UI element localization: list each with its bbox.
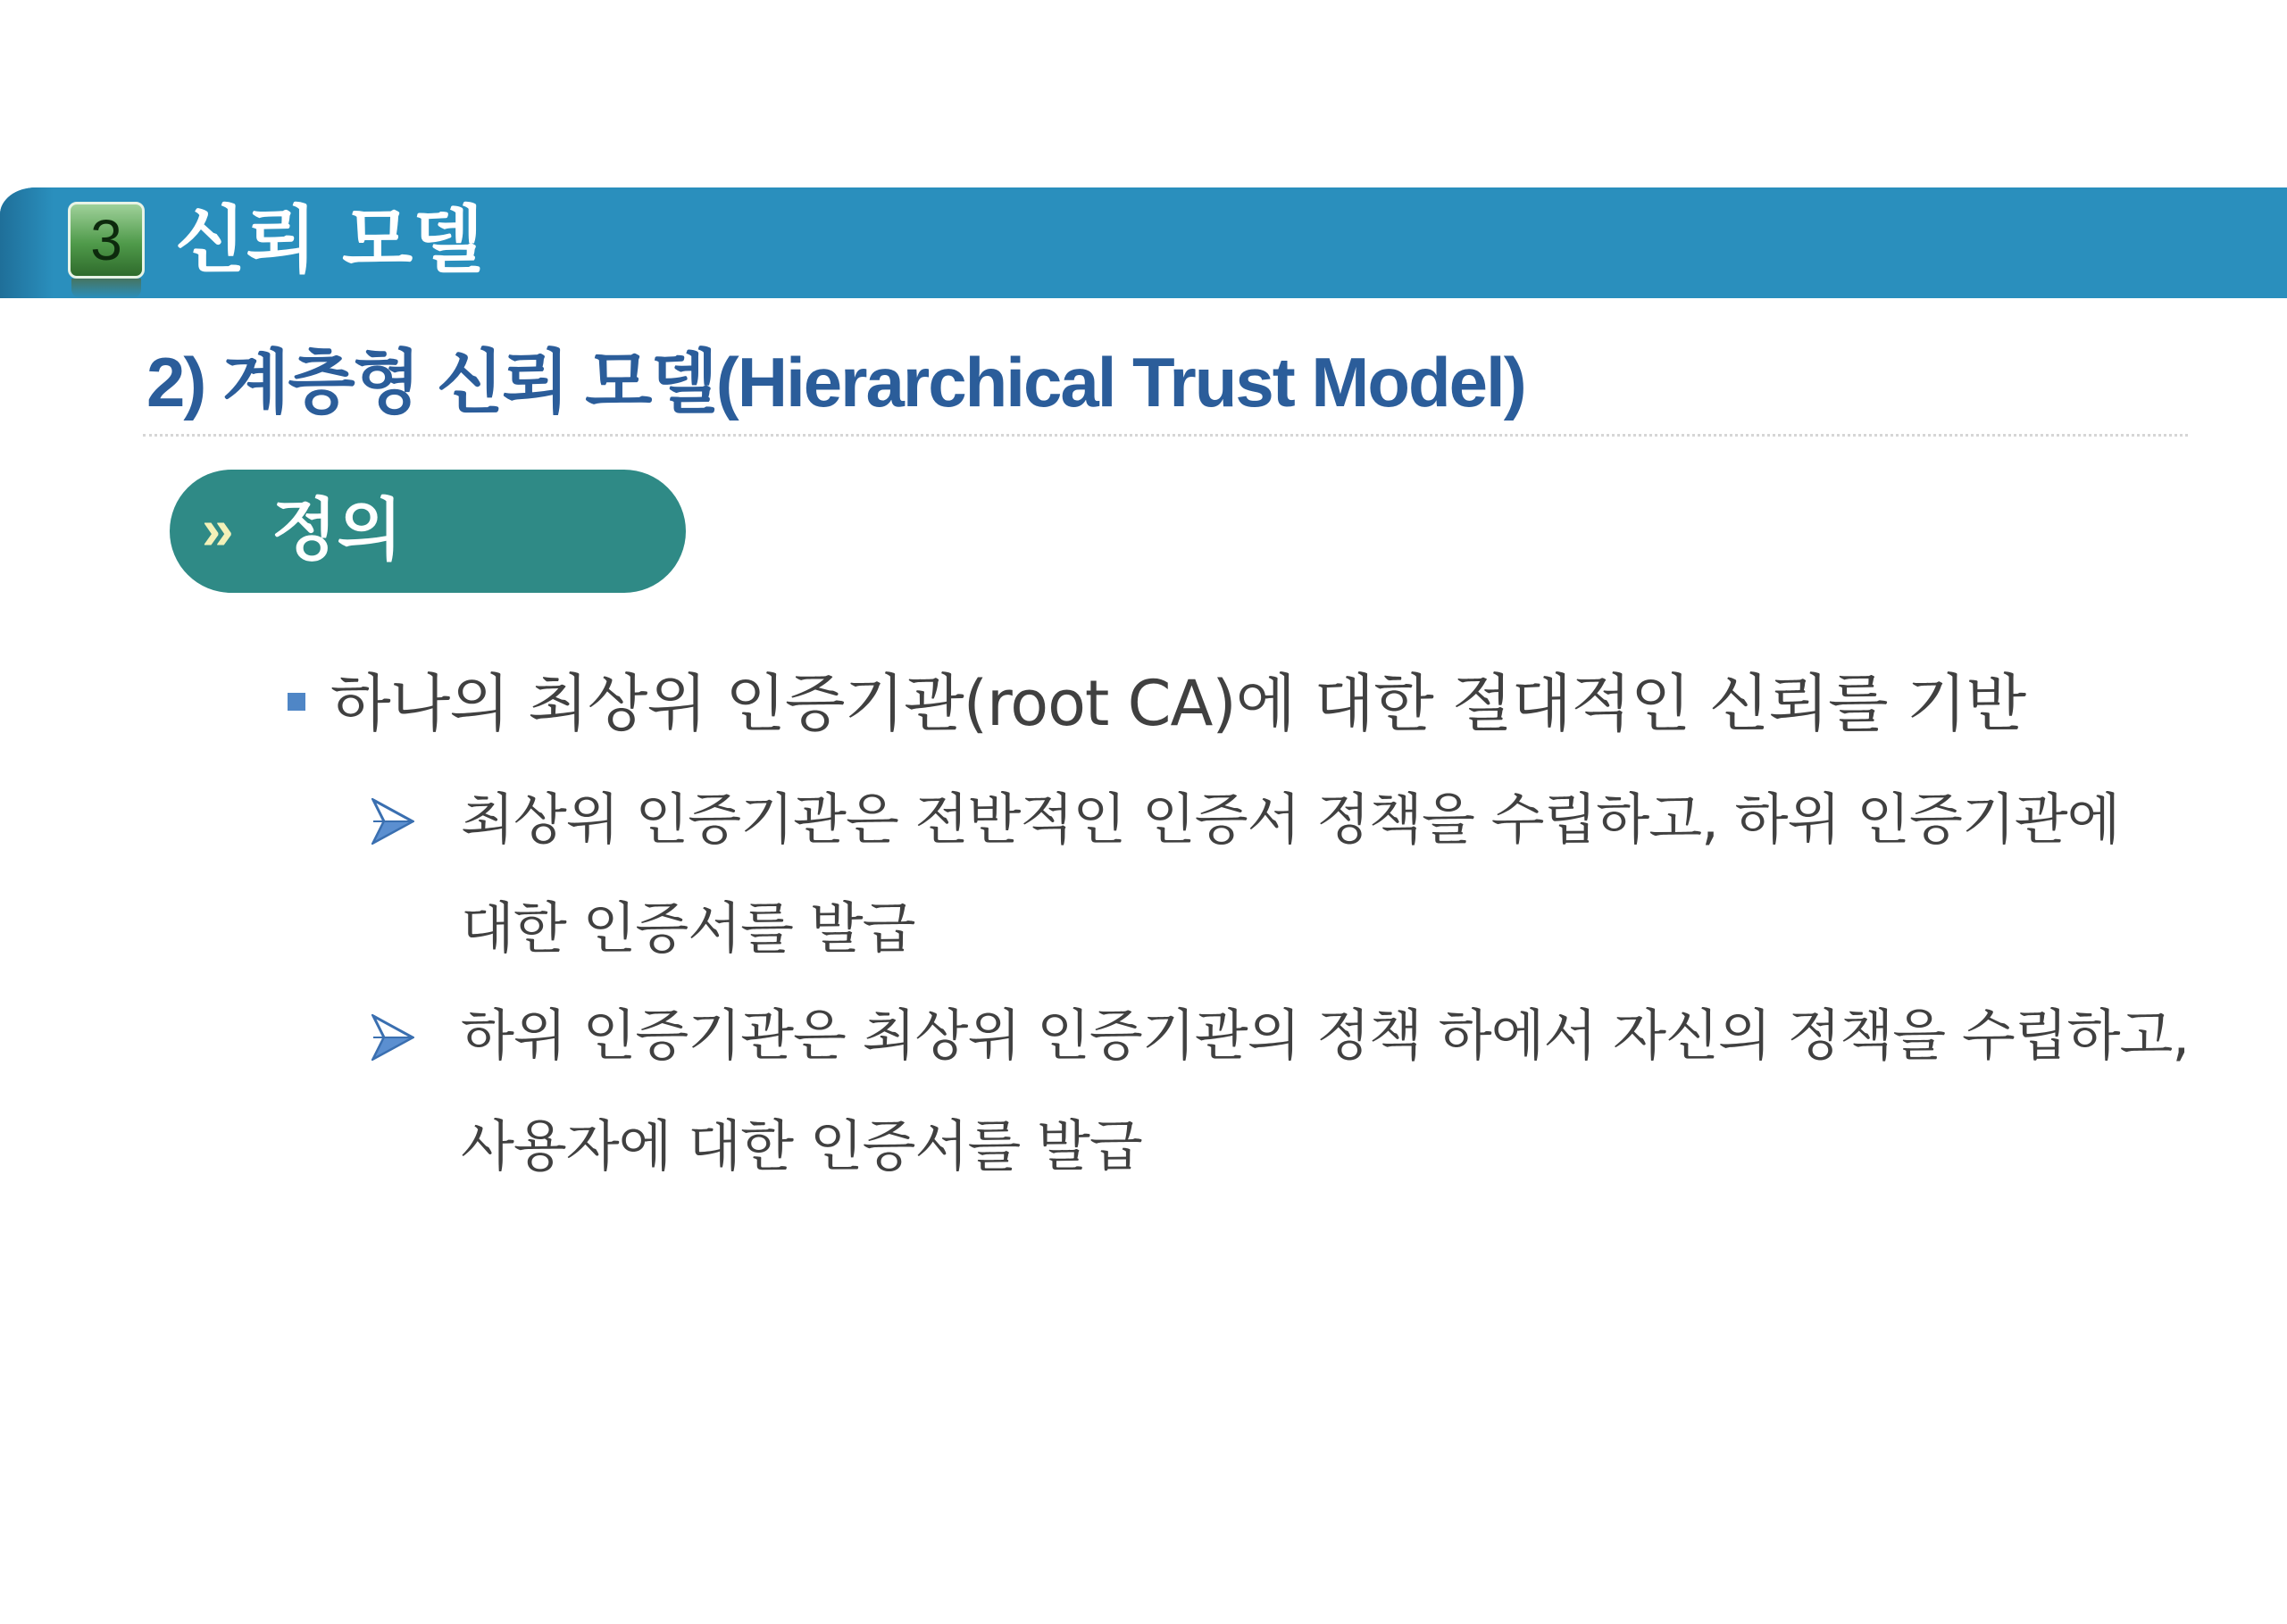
section-title: 신뢰 모델 [175,198,484,283]
sub-item-2-line-2: 사용자에 대한 인증서를 발급 [461,1113,1142,1178]
arrow-bullet-icon [371,798,414,845]
double-chevron-right-icon: » [202,497,234,562]
sub-item-1-line-2: 대한 인증서를 발급 [461,895,915,961]
sub-item-1-line-1: 최상위 인증기관은 전반적인 인증서 정책을 수립하고, 하위 인증기관에 [461,787,2120,852]
divider [143,434,2188,437]
sub-item-2-line-1: 하위 인증기관은 최상위 인증기관의 정책 하에서 자신의 정책을 수립하고, [461,1003,2190,1068]
slide-subtitle: 2) 계층형 신뢰 모델(Hierarchical Trust Model) [146,343,1525,421]
arrow-bullet-icon [371,1014,414,1061]
definition-label: 정의 [271,490,403,570]
square-bullet-icon [288,693,305,711]
section-number-badge: 3 [68,202,145,279]
number-badge-shadow [71,279,141,298]
main-bullet-text: 하나의 최상위 인증기관(root CA)에 대한 절대적인 신뢰를 기반 [330,667,2026,740]
